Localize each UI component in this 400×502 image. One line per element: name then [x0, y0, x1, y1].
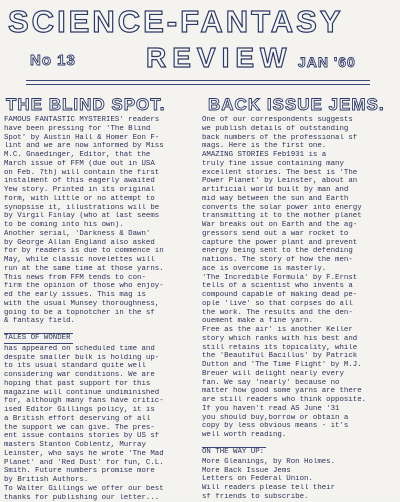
blind-spot-article — [4, 116, 194, 326]
text-line: story which ranks with his best and — [202, 335, 396, 344]
tales-of-wonder-article — [4, 345, 194, 502]
text-line: May, while classic novelettes will — [4, 256, 194, 265]
text-line: run at the same time at those yarns. — [4, 265, 194, 274]
text-line: has appeared on scheduled time and — [4, 345, 194, 354]
text-line: Free as the air' is another Keller — [202, 326, 396, 335]
masthead-rule-lower — [26, 84, 370, 85]
list-item: More Gleanings, by Ron Holmes. — [202, 458, 396, 467]
text-line: & fantasy field. — [4, 317, 194, 326]
text-line: mid way between the sun and Earth — [202, 195, 396, 204]
text-line: by Virgil Finlay (who at last seems — [4, 212, 194, 221]
text-line: by British Authors. — [4, 476, 194, 485]
text-line: gressors send out a war rocket to — [202, 230, 396, 239]
text-line: magazine will continue undiminished — [4, 389, 194, 398]
text-line: matter how good some yarns are there — [202, 387, 396, 396]
on-the-way-up-list — [202, 458, 396, 502]
text-line: tells of a scientist who invents a — [202, 282, 396, 291]
text-line: still retains its topicality, while — [202, 344, 396, 353]
text-line: ace is overcome is masterly. — [202, 265, 396, 274]
list-item: More Back Issue Jems — [202, 467, 396, 476]
text-line: excellent stories. The best is 'The — [202, 169, 396, 178]
text-line: instalment of this eagerly awaited — [4, 177, 194, 186]
blind-spot-heading: THE BLIND SPOT. — [4, 94, 194, 116]
text-line: Breuer will delight nearly every — [202, 370, 396, 379]
right-column — [202, 94, 396, 502]
text-line: fan. We say 'nearly' because no — [202, 379, 396, 388]
text-line: This news from FFM tends to con- — [4, 274, 194, 283]
text-line: well worth reading. — [202, 431, 396, 440]
text-line: Planet' and 'Red Dust' for fun, C.L. — [4, 459, 194, 468]
text-line: despite smaller bulk is holding up- — [4, 354, 194, 363]
text-line: the 'Beautiful Bacillus' by Patrick — [202, 352, 396, 361]
text-line: with the usual Munsey thoroughness, — [4, 300, 194, 309]
issue-number: No 13 — [30, 52, 76, 69]
text-line: ople 'live' so that corpses do all — [202, 300, 396, 309]
text-line: ent issue contains stories by US sf — [4, 432, 194, 441]
text-line: 'The Incredible Formula' by F.Ernst — [202, 274, 396, 283]
text-line: to its usual standard quite well — [4, 362, 194, 371]
text-line: nations. The story of how the men- — [202, 256, 396, 265]
text-line: compound capable of making dead pe- — [202, 291, 396, 300]
tales-of-wonder-subhead: TALES OF WONDER — [4, 333, 73, 344]
text-line: ised Editor Gillings policy, it is — [4, 406, 194, 415]
text-line: synopsise it, illustrations will be — [4, 204, 194, 213]
text-line: masters Stanton Coblentz, Murray — [4, 441, 194, 450]
masthead-rule-upper — [26, 80, 370, 81]
text-line: converts the solar power into energy — [202, 204, 396, 213]
masthead — [0, 0, 400, 92]
text-line: mags. Here is the first one. — [202, 142, 396, 151]
masthead-title: SCIENCE-FANTASY — [8, 4, 394, 40]
masthead-subtitle: REVIEW — [146, 42, 292, 74]
text-line: Leinster, who says he wrote 'The Mad — [4, 450, 194, 459]
text-line: Spot' by Austin Hall & Homer Eon F- — [4, 134, 194, 143]
text-line: by George Allan England also asked — [4, 239, 194, 248]
text-line: copy by less obvious means - it's — [202, 422, 396, 431]
text-line: for, although many fans have critic- — [4, 397, 194, 406]
text-line: hoping that past support for this — [4, 380, 194, 389]
text-line: thanks for publishing our letter... — [4, 494, 194, 502]
list-item: Letters on Federal Union. — [202, 475, 396, 484]
text-line: firm the opinion of those who enjoy- — [4, 282, 194, 291]
text-line: March issue of FFM (due out in USA — [4, 160, 194, 169]
list-item: sf friends to subscribe. — [202, 493, 396, 502]
text-line: One of our correspondents suggests — [202, 116, 396, 125]
text-line: capture the power plant and prevent — [202, 239, 396, 248]
text-line: going to be a topnotcher in the sf — [4, 309, 194, 318]
text-line: AMAZING STORIES Feb1931 is a — [202, 151, 396, 160]
text-line: are still readers who think opposite. — [202, 396, 396, 405]
text-line: FAMOUS FANTASTIC MYSTERIES' readers — [4, 116, 194, 125]
issue-date: JAN '60 — [298, 54, 356, 70]
text-line: War breaks out on Earth and the ag- — [202, 221, 396, 230]
text-line: Dutton and 'The Time Flight' by M.J. — [202, 361, 396, 370]
text-line: for by readers is due to commence in — [4, 247, 194, 256]
on-the-way-up-heading: ON THE WAY UP: — [202, 447, 266, 457]
text-line: Power Planet' by Leinster, about an — [202, 177, 396, 186]
back-issue-jems-heading: BACK ISSUE JEMS. — [202, 94, 396, 116]
text-line: the support we can give. The pres- — [4, 424, 194, 433]
text-line: the work. The results and the den- — [202, 309, 396, 318]
list-item: Will readers please tell their — [202, 484, 396, 493]
back-issue-jems-article — [202, 116, 396, 440]
text-line: Another serial, 'Darkness & Dawn' — [4, 230, 194, 239]
text-line: you should buy,borrow or obtain a — [202, 414, 396, 423]
text-line: To Walter Gillings we offer our best — [4, 485, 194, 494]
left-column — [4, 94, 194, 502]
text-line: form, with little or no attempt to — [4, 195, 194, 204]
text-line: If you haven't read AS June '31 — [202, 405, 396, 414]
text-line: Smith. Future numbers promise more — [4, 467, 194, 476]
text-line: ouement make a fine yarn. — [202, 317, 396, 326]
text-line: a British effort deserving of all — [4, 415, 194, 424]
text-line: energy being sent to the defending — [202, 247, 396, 256]
text-line: Yew story. Printed in its original — [4, 186, 194, 195]
text-line: have been pressing for 'The Blind — [4, 125, 194, 134]
text-line: considering war conditions. We are — [4, 371, 194, 380]
text-line: back numbers of the professional sf — [202, 134, 396, 143]
text-line: artificial world built by man and — [202, 186, 396, 195]
text-line: truly fine issue containing many — [202, 160, 396, 169]
text-line: M.C. Gnaedinger, Editor, that the — [4, 151, 194, 160]
text-line: to be coming into his own). — [4, 221, 194, 230]
text-line: we publish details of outstanding — [202, 125, 396, 134]
text-line: transmitting it to the mother planet — [202, 212, 396, 221]
text-line: on Feb. 7th) will contain the first — [4, 169, 194, 178]
text-line: lint and we are now informed by Miss — [4, 142, 194, 151]
text-line: ed the early issues. This mag is — [4, 291, 194, 300]
